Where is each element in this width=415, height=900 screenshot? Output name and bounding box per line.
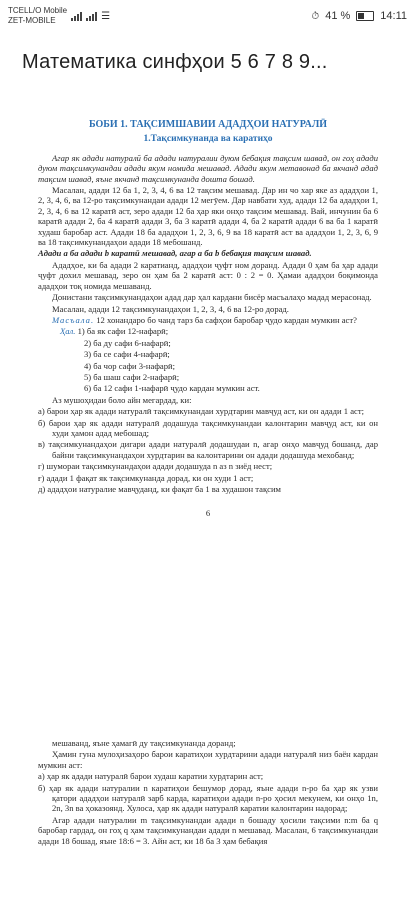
note-item: а) барои ҳар як адади натуралӣ тақсимкунандаи хурдтарин мавҷуд аст, ки он адади 1 аст;	[38, 406, 364, 417]
solution-item: 2) ба ду сафи 6-нафарӣ;	[84, 337, 171, 348]
document-page-2[interactable]	[38, 738, 378, 900]
carrier-info	[8, 6, 67, 26]
solution-item: 1) ба як сафи 12-нафарӣ;	[77, 326, 169, 337]
paragraph: Ададҳое, ки ба адади 2 каратианд, ададҳои ҷуфт ном доранд. Адади 0 ҳам ба ҳар адади ҷуфт дохил мешавад, зеро он ҳам ба 2 каратӣ аст: 0 : 2 = 0. Ҳамаи ададҳои боқимонда ададҳои тоқ номида мешаванд.	[38, 259, 378, 291]
note-item: в) тақсимкунандаҳои дигари адади натуралӣ додашудаи n, агар онҳо мавҷуд бошанд, дар байни тақсимкунандаҳои хурдтарин ва калонтарини он адади додашуда мехобанд;	[38, 439, 378, 460]
page-number: 6	[205, 508, 211, 519]
signal-icon-2	[86, 11, 97, 21]
paragraph: Агар адади натуралии m тақсимкунандаи адади n бошаду ҳосили тақсими n:m ба q баробар гардад, он гоҳ q ҳам тақсимкунандаи адади n мешавад. Масалан, 6 тақсимкунандаи адади 18 бошад, яъне 18:6 = 3. Айн аст, ки 18 ба 3 ҳам бебақия	[38, 814, 378, 846]
solution-header	[38, 326, 378, 336]
solution-item: 5) ба шаш сафи 2-нафарӣ;	[84, 371, 180, 382]
signal-icon	[71, 11, 82, 21]
document-page-1[interactable]	[38, 120, 378, 660]
note-item: а) ҳар як адади натуралӣ барои худаш каратии хурдтарин аст;	[38, 771, 264, 782]
solution-label: Ҳал.	[60, 326, 76, 337]
battery-icon	[356, 11, 374, 21]
status-left	[8, 6, 110, 26]
chapter-heading: БОБИ 1. ТАҚСИМШАВИИ АДАДҲОИ НАТУРАЛӢ	[88, 119, 328, 130]
paragraph: Ҳамин гуна мулоҳизаҳоро барои каратиҳои хурдтарини адади натуралӣ низ баён кардан мумкин аст:	[38, 749, 378, 770]
status-right	[311, 10, 407, 22]
note-item: б) барои ҳар як адади натуралӣ додашуда тақсимкунандаи калонтарин мавҷуд аст, ки он худи ҳамон адад мебошад;	[38, 417, 378, 438]
paragraph: Донистани тақсимкунандаҳои адад дар ҳал кардани бисёр масъалаҳо мадад мерасонад.	[52, 292, 372, 303]
note-item: б) ҳар як адади натуралии n каратиҳои бешумор дорад, яъне адади n-ро ба ҳар як узви қатори ададҳои натуралӣ зарб карда, каратиҳои адади n-ро ҳосил мекунем, ки онҳо 1n, 2n, 3n ва ҳоказоянд. Хулоса, ҳар як адади натуралӣ каратии калонтарин надорад;	[38, 782, 378, 814]
problem-text: 12 хонандаро бо чанд тарз ба сафҳои баробар ҷудо кардан мумкин аст?	[96, 314, 357, 325]
problem	[38, 315, 378, 325]
paragraph: Масалан, адади 12 ба 1, 2, 3, 4, 6 ва 12 тақсим мешавад. Дар ин чо хар яке аз ададҳои 1, 2, 3, 4, 6, ва 12-ро тақсимкунандаи адади 12 мегӯем. Дар навбати худ, адади 12 ба ададҳои 1, 2, 3, 4, 6 ва 12 каратӣ аст, зеро адади 12 ба ҳар яки онҳо тақсим мешавад. Вай, инчунин ба 6 каратӣ адади 2, ба 4 каратӣ адади 3, ба 3 каратӣ адади 4, ба 2 каратӣ адади 6 ва ба 1 каратӣ худаш баробар аст. Адади 18 ба ададҳои 1, 2, 3, 6, 9 ва 18 каратӣ аст ва ададҳои 1, 2, 3, 6, 9 ва 18 тақсимкунандаҳои адади 18 мебошанд.	[38, 185, 378, 248]
solution-item: 6) ба 12 сафи 1-нафарӣ ҷудо кардан мумкин аст.	[84, 383, 260, 394]
status-bar	[0, 0, 415, 32]
clock: 14:11	[380, 10, 407, 22]
problem-label: Масъала.	[52, 314, 95, 325]
battery-percent: 41 %	[325, 10, 351, 22]
section-heading: 1.Тақсимкунанда ва каратиҳо	[143, 134, 273, 145]
wifi-icon: ☰	[101, 10, 111, 22]
solution-item: 3) ба се сафи 4-нафарӣ;	[84, 349, 170, 360]
definition: Адади a ба адади b каратӣ мешавад, агар a ба b бебақия тақсим шавад.	[38, 248, 312, 259]
note-item: г) шумораи тақсимкунандаҳои адади додашуда n аз n зиёд нест;	[38, 461, 273, 472]
notes-intro: Аз мушоҳидаи боло айн мегардад, ки:	[52, 394, 192, 405]
solution-item: 4) ба чор сафи 3-нафарӣ;	[84, 360, 175, 371]
paragraph: Масалан, адади 12 тақсимкунандаҳои 1, 2, 3, 4, 6 ва 12-ро дорад.	[52, 303, 289, 314]
document-title: Математика синфҳои 5 6 7 8 9...	[22, 50, 328, 73]
note-item: д) ададҳои натуралие мавҷуданд, ки фақат ба 1 ва худашон тақсим	[38, 484, 281, 494]
carrier-2: ZET-MOBILE	[8, 16, 56, 25]
alarm-icon: ⏱	[311, 10, 320, 22]
paragraph: мешаванд, яъне ҳамагӣ ду тақсимкунанда доранд;	[52, 738, 236, 748]
carrier-1: TCELL/O Mobile	[8, 6, 68, 15]
note-item: ғ) адади 1 фақат як тақсимкунанда дорад, ки он худи 1 аст;	[38, 472, 254, 483]
app-bar	[0, 32, 415, 92]
paragraph: Агар як адади натуралӣ ба адади натуралии дуюм бебақия тақсим шавад, он гоҳ адади дуюм тақсимкунандаи адади якум номида мешавад. Адади якум метавонад ба якчанд адад тақсим шавад, яъне якчанд тақсимкунанда дошта бошад.	[38, 152, 378, 184]
